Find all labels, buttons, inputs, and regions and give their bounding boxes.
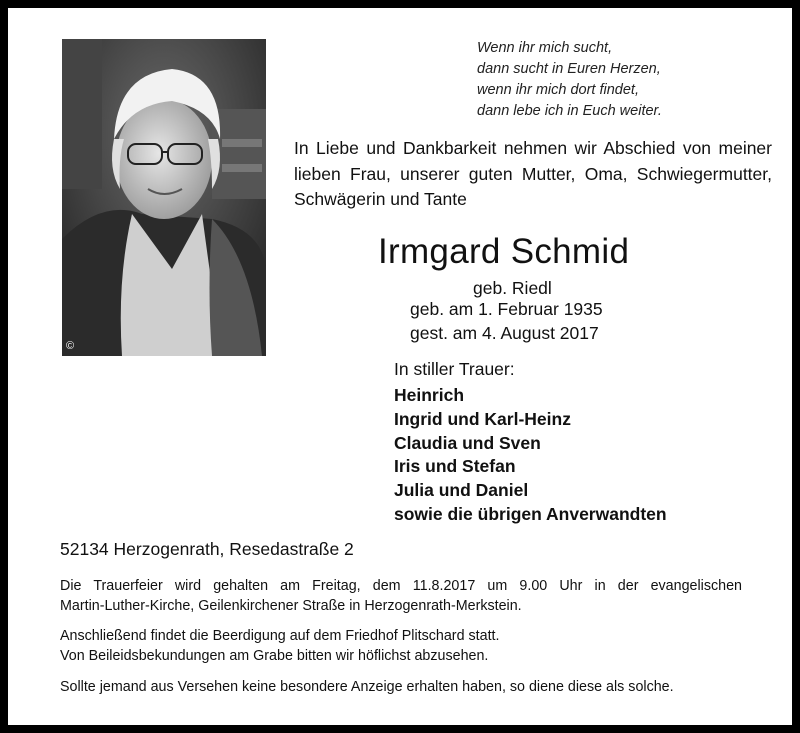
mourner: Iris und Stefan xyxy=(394,456,516,477)
death-date: gest. am 4. August 2017 xyxy=(410,323,599,343)
notice-line: Anschließend findet die Beerdigung auf dem Friedhof Plitschard statt. xyxy=(60,628,500,644)
poem-line: dann lebe ich in Euch weiter. xyxy=(477,103,662,119)
mourner: sowie die übrigen Anverwandten xyxy=(394,503,667,524)
notice-line: Von Beileidsbekundungen am Grabe bitten wir höflichst abzusehen. xyxy=(60,647,489,664)
birth-name: geb. Riedl xyxy=(473,278,552,298)
deceased-name: Irmgard Schmid xyxy=(378,232,630,271)
mourner: Julia und Daniel xyxy=(394,480,529,501)
mourner: Ingrid und Karl-Heinz xyxy=(394,408,571,429)
notice-line: Sollte jemand aus Versehen keine besondere Anzeige erhalten haben, so diene diese als solche. xyxy=(60,679,674,695)
address: 52134 Herzogenrath, Resedastraße 2 xyxy=(60,539,354,559)
burial-notice xyxy=(60,627,742,666)
copyright-mark: © xyxy=(66,340,75,352)
poem xyxy=(477,38,662,122)
birth-date: geb. am 1. Februar 1935 xyxy=(410,299,603,319)
notice-line: Die Trauerfeier wird gehalten am Freitag, dem 11.8.2017 um 9.00 Uhr in der evangelischen xyxy=(60,578,742,594)
life-dates xyxy=(410,297,603,345)
mourner: Heinrich xyxy=(394,385,465,405)
poem-line: wenn ihr mich dort findet, xyxy=(477,82,639,98)
obituary-notice xyxy=(8,8,792,725)
mourners-list xyxy=(394,384,667,527)
poem-line: dann sucht in Euren Herzen, xyxy=(477,61,661,77)
portrait-photo xyxy=(62,39,266,356)
poem-line: Wenn ihr mich sucht, xyxy=(477,40,613,56)
notice-line: Martin-Luther-Kirche, Geilenkirchener Straße in Herzogenrath-Merkstein. xyxy=(60,597,522,614)
intro-text: In Liebe und Dankbarkeit nehmen wir Abschied von meiner lieben Frau, unserer guten Mutter, Oma, Schwiegermutter, Schwägerin und Tante xyxy=(294,138,772,209)
funeral-service-notice xyxy=(60,577,742,616)
mourner: Claudia und Sven xyxy=(394,432,541,453)
closing-notice xyxy=(60,678,742,698)
mourning-label: In stiller Trauer: xyxy=(394,359,515,379)
